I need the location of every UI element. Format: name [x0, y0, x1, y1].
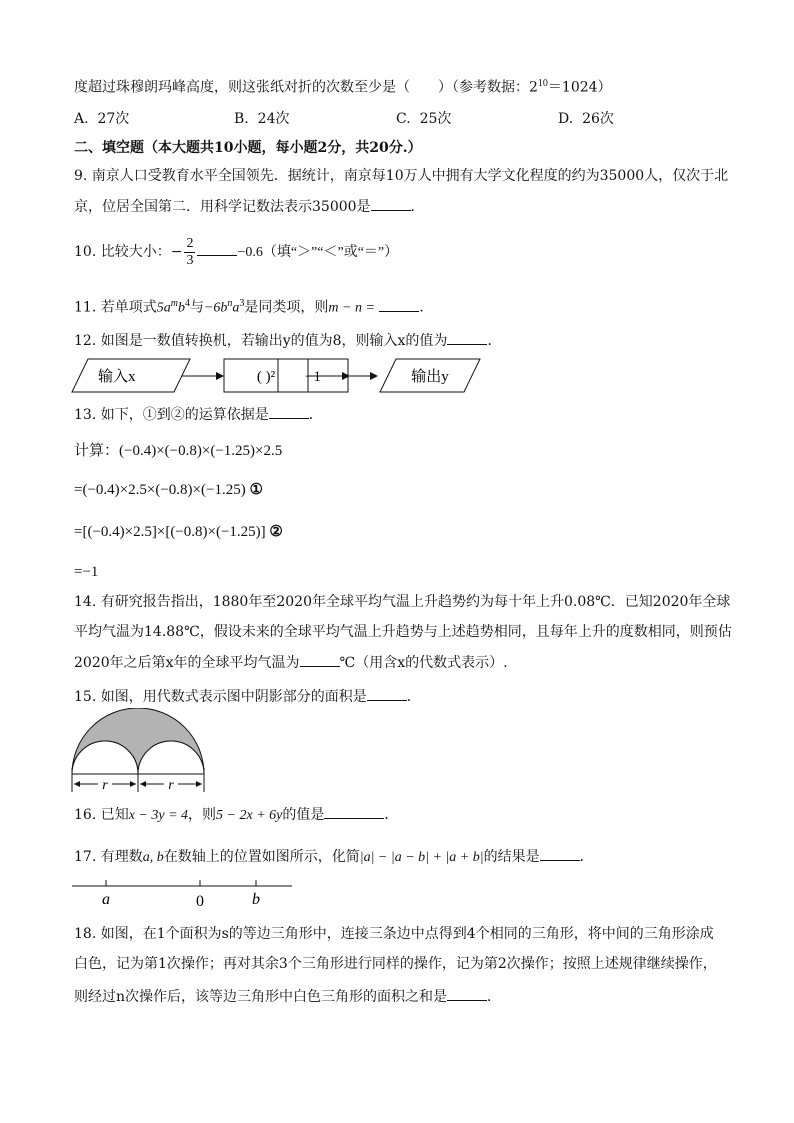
q16-prefix: 16. 已知	[74, 807, 129, 823]
q17-tail: 的结果是	[483, 849, 540, 865]
answer-blank[interactable]	[447, 986, 487, 1001]
q11	[74, 294, 433, 319]
q11-expr: m − n =	[328, 300, 375, 316]
fraction	[184, 236, 195, 269]
q16	[74, 804, 398, 826]
q16-expression: 5 − 2x + 6y	[216, 808, 283, 823]
q12-end: ．	[487, 333, 502, 349]
q17	[74, 846, 594, 868]
option-text: 25次	[419, 111, 452, 127]
q10-compare: −0.6（填“＞”“＜”或“＝”）	[237, 245, 399, 260]
label-a: a	[102, 891, 110, 908]
option-text: 26次	[582, 111, 614, 127]
q9-end: ．	[410, 199, 425, 215]
calc-expression: =(−0.4)×2.5×(−0.8)×(−1.25)	[74, 482, 246, 498]
radius-label-right: r	[168, 778, 174, 793]
q11-prefix: 11. 若单项式	[74, 299, 157, 316]
q11-with: 与	[189, 299, 204, 316]
q13-step3: =−1	[74, 564, 99, 580]
label-zero: 0	[196, 893, 204, 910]
answer-blank[interactable]	[540, 846, 580, 861]
option-letter: B.	[234, 111, 249, 127]
q18-line3	[74, 986, 501, 1007]
q14-line3	[74, 652, 508, 673]
answer-blank[interactable]	[371, 196, 411, 211]
q14-end: ℃（用含x的代数式表示）.	[339, 655, 508, 671]
fraction-numerator: 2	[186, 235, 194, 251]
arrowhead-3	[370, 372, 378, 380]
q15-text: 15. 如图，用代数式表示图中阴影部分的面积是	[74, 689, 367, 705]
option-letter: C.	[396, 111, 411, 127]
q8-sup: 10	[537, 78, 548, 89]
option-letter: A.	[74, 111, 89, 127]
q8-tail: ＝1024）	[547, 79, 612, 96]
answer-blank[interactable]	[367, 686, 407, 701]
answer-blank[interactable]	[447, 330, 487, 345]
q9-text: 京，位居全国第二．用科学记数法表示35000是	[74, 199, 371, 215]
q8-option-a[interactable]	[74, 108, 129, 128]
monomial-1b: b	[177, 300, 185, 316]
q13	[74, 404, 323, 425]
step-marker: ②	[269, 524, 283, 540]
option-text: 27次	[97, 111, 130, 127]
q14-line2: 平均气温为14.88℃，假设未来的全球平均气温上升趋势与上述趋势相同，且每年上升的度数相同，则预估	[74, 624, 732, 640]
exp: 3	[239, 298, 245, 309]
q18-line2: 白色，记为第1次操作；再对其余3个三角形进行同样的操作，记为第2次操作；按照上述规律继续操作，	[74, 956, 717, 972]
radius-label-left: r	[102, 778, 108, 793]
conversion-machine-diagram-right	[276, 356, 486, 396]
q16-mid: ，则	[188, 807, 217, 823]
q12	[74, 330, 501, 351]
flow-box1-label: ( )²	[256, 369, 276, 385]
semicircle-diagram	[68, 708, 214, 796]
answer-blank[interactable]	[379, 297, 419, 312]
monomial-2b: a	[232, 300, 240, 316]
q13-text: 13. 如下，①到②的运算依据是	[74, 407, 269, 423]
calc-label: 计算：	[74, 441, 120, 459]
exp: n	[227, 298, 233, 309]
q13-step2	[74, 522, 283, 542]
option-text: 24次	[257, 111, 290, 127]
q11-end: ．	[419, 299, 434, 316]
answer-blank[interactable]	[300, 652, 340, 667]
q10-prefix: 10. 比较大小：−	[74, 244, 183, 260]
q17-vars: a, b	[142, 850, 164, 865]
step-marker: ①	[249, 482, 263, 498]
q8-option-d[interactable]	[558, 108, 614, 128]
q15-end: ．	[406, 689, 421, 705]
exp: m	[170, 298, 178, 309]
answer-blank[interactable]	[197, 241, 237, 256]
q14-line1: 14. 有研究报告指出，1880年至2020年全球平均气温上升趋势约为每十年上升0.08℃．已知2020年全球	[74, 594, 731, 610]
q8-option-b[interactable]	[234, 108, 289, 128]
calc-expression: (−0.4)×(−0.8)×(−1.25)×2.5	[119, 443, 283, 459]
q11-mid: 是同类项，则	[244, 299, 329, 316]
answer-blank[interactable]	[269, 404, 309, 419]
flow-box2-label: −1	[305, 369, 321, 385]
section-title: 二、填空题（本大题共10小题，每小题2分，共20分.）	[74, 140, 422, 156]
q18-line1: 18. 如图，在1个面积为s的等边三角形中，连接三条边中点得到4个相同的三角形，将中间的三角形涂成	[74, 926, 714, 942]
arrowhead-1	[216, 372, 224, 380]
q8-stem	[74, 74, 612, 98]
q13-step1	[74, 480, 263, 500]
q16-equation: x − 3y = 4	[128, 808, 189, 823]
number-line	[70, 876, 296, 910]
label-b: b	[252, 891, 260, 908]
q15	[74, 686, 421, 707]
q18-end: ．	[487, 989, 502, 1005]
answer-blank[interactable]	[324, 804, 384, 819]
monomial-1: 5a	[156, 300, 171, 316]
q8-option-c[interactable]	[396, 108, 451, 128]
q8-text: 度超过珠穆朗玛峰高度，则这张纸对折的次数至少是（ ）（参考数据：2	[74, 79, 538, 96]
q16-tail: 的值是	[282, 807, 325, 823]
option-letter: D.	[558, 111, 574, 127]
flow-output-label: 输出y	[411, 369, 449, 385]
q10	[74, 232, 398, 272]
q17-expression: |a| − |a − b| + |a + b|	[359, 850, 484, 865]
q9-line2	[74, 196, 425, 217]
exp: 4	[184, 298, 190, 309]
q9-line1: 9. 南京人口受教育水平全国领先．据统计，南京每10万人中拥有大学文化程度的约为35000人，仅次于北	[74, 168, 729, 184]
q17-end: ．	[579, 849, 594, 865]
flow-input-label: 输入x	[98, 369, 136, 385]
q18-text: 则经过n次操作后，该等边三角形中白色三角形的面积之和是	[74, 989, 448, 1005]
q17-prefix: 17. 有理数	[74, 849, 143, 865]
q14-text: 2020年之后第x年的全球平均气温为	[74, 655, 300, 671]
q13-end: ．	[308, 407, 323, 423]
q13-step0	[74, 440, 282, 461]
q12-text: 12. 如图是一数值转换机，若输出y的值为8，则输入x的值为	[74, 333, 448, 349]
q16-end: ．	[384, 807, 399, 823]
calc-expression: =[(−0.4)×2.5]×[(−0.8)×(−1.25)]	[74, 524, 266, 540]
fraction-denominator: 3	[186, 252, 194, 268]
monomial-2: −6b	[203, 300, 228, 316]
q17-mid: 在数轴上的位置如图所示，化简	[163, 849, 360, 865]
